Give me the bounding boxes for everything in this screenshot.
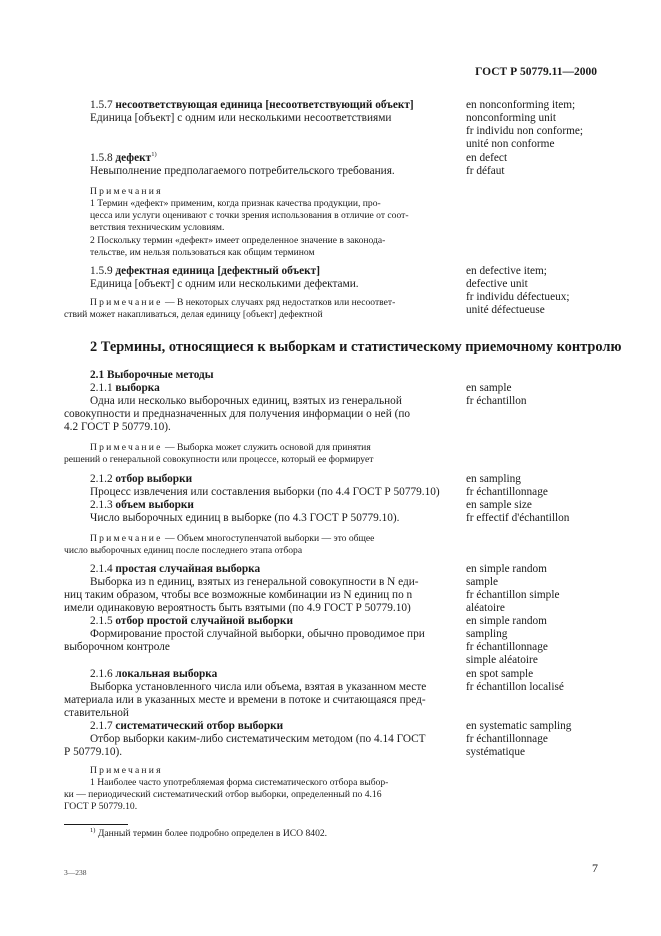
definition-line: Выборка из n единиц, взятых из генеральной совокупности в N еди- [90,576,419,588]
definition-line: 4.2 ГОСТ Р 50779.10). [64,421,171,433]
equivalent-fr: unité non conforme [466,138,555,150]
definition-line: выборочном контроле [64,641,170,653]
equivalent-en: sample [466,576,498,588]
note-line: цесса или услуги оценивают с точки зрения использования в отличие от соот- [90,210,409,221]
note-label: Примечание [90,533,163,544]
note-line: ки — периодический систематический отбор выборки, определенный по 4.16 [64,789,382,800]
equivalent-en: en simple random [466,615,547,627]
term-2-1-1 [90,382,160,395]
equivalent-en: en defect [466,152,508,164]
section-heading: 2 Термины, относящиеся к выборкам и статистическому приемочному контролю [90,339,622,355]
term-number: 2.1.7 [90,720,113,732]
note [90,297,395,309]
definition-line: ставительной [64,707,129,719]
term-name: локальная выборка [115,668,218,680]
note-line: решений о генеральной совокупности или процессе, который ее формирует [64,454,374,465]
note-line: ветствия техническим условиям. [90,222,225,233]
term-number: 2.1.1 [90,382,113,394]
term-2-1-5 [90,615,293,628]
term-number: 2.1.5 [90,615,113,627]
term-definition: Единица [объект] с одним или несколькими дефектами. [90,278,359,290]
term-number: 2.1.2 [90,473,113,485]
term-definition: Число выборочных единиц в выборке (по 4.3 ГОСТ Р 50779.10). [90,512,400,524]
definition-line: Выборка установленного числа или объема, взятая в указанном месте [90,681,427,693]
equivalent-fr: simple aléatoire [466,654,538,666]
equivalent-en: nonconforming unit [466,112,557,124]
term-name: дефектная единица [дефектный объект] [115,265,320,277]
definition-line: материала или в указанных месте и времени в потоке и считающаяся пред- [64,694,426,706]
equivalent-en: en sample size [466,499,532,511]
term-name: простая случайная выборка [115,563,261,575]
note-text: — Выборка может служить основой для принятия [164,442,371,453]
footnote-mark: 1) [90,826,96,834]
term-name: объем выборки [115,499,194,511]
definition-line: совокупности и предназначенных для получения информации о ней (по [64,408,411,420]
term-name: дефект [115,152,152,164]
equivalent-fr: aléatoire [466,602,505,614]
print-code: 3—238 [64,868,87,877]
equivalent-fr: fr défaut [466,165,505,177]
term-name: систематический отбор выборки [115,720,284,732]
term-1-5-9 [90,265,320,278]
note-line: число выборочных единиц после последнего этапа отбора [64,545,303,556]
definition-line: ниц таким образом, чтобы все возможные комбинации из N единиц по n [64,589,413,601]
note-line: ГОСТ Р 50779.10. [64,801,138,812]
note-label: Примечания [90,186,163,197]
note-line: 1 Наиболее часто употребляемая форма систематического отбора выбор- [90,777,389,788]
term-number: 1.5.8 [90,152,113,164]
definition-line: Одна или несколько выборочных единиц, взятых из генеральной [90,395,402,407]
term-number: 2.1.4 [90,563,113,575]
note [90,533,374,545]
note-line: тельстве, им нельзя пользоваться как общим термином [90,247,315,258]
footnote [90,828,327,840]
term-2-1-6 [90,668,217,681]
equivalent-fr: fr échantillonnage [466,486,548,498]
equivalent-en: en defective item; [466,265,547,277]
equivalent-fr: fr échantillon simple [466,589,560,601]
equivalent-fr: fr échantillonnage [466,641,548,653]
term-2-1-4 [90,563,260,576]
equivalent-fr: fr individu non conforme; [466,125,584,137]
subsection-heading: 2.1 Выборочные методы [90,369,214,381]
equivalent-en: defective unit [466,278,528,290]
footnote-ref: 1) [151,151,157,159]
term-name: отбор выборки [115,473,193,485]
note-line: 2 Поскольку термин «дефект» имеет определенное значение в законода- [90,235,386,246]
term-number: 1.5.7 [90,99,113,111]
term-number: 2.1.6 [90,668,113,680]
definition-line: Отбор выборки каким-либо систематическим методом (по 4.14 ГОСТ [90,733,426,745]
term-name: отбор простой случайной выборки [115,615,293,627]
document-header: ГОСТ Р 50779.11—2000 [475,66,597,78]
term-name: выборка [115,382,160,394]
note [90,442,371,454]
definition-line: Формирование простой случайной выборки, обычно проводимое при [90,628,425,640]
equivalent-fr: fr individu défectueux; [466,291,570,303]
term-2-1-7 [90,720,283,733]
equivalent-en: en simple random [466,563,547,575]
term-definition: Процесс извлечения или составления выборки (по 4.4 ГОСТ Р 50779.10) [90,486,440,498]
equivalent-fr: fr échantillon localisé [466,681,564,693]
equivalent-en: en spot sample [466,668,534,680]
note-label: Примечания [90,765,163,776]
term-number: 1.5.9 [90,265,113,277]
term-definition: Невыполнение предполагаемого потребительского требования. [90,165,395,177]
footnote-separator [64,824,128,825]
term-1-5-7 [90,99,414,112]
note-line: 1 Термин «дефект» применим, когда признак качества продукции, про- [90,198,381,209]
note-line: ствий может накапливаться, делая единицу [объект] дефектной [64,309,323,320]
equivalent-fr: fr effectif d'échantillon [466,512,570,524]
equivalent-en: en nonconforming item; [466,99,576,111]
equivalent-en: sampling [466,628,508,640]
term-number: 2.1.3 [90,499,113,511]
term-name: несоответствующая единица [несоответствующий объект] [115,99,414,111]
footnote-text: Данный термин более подробно определен в ИСО 8402. [97,828,328,839]
equivalent-en: en sampling [466,473,521,485]
term-1-5-8 [90,152,157,165]
term-2-1-3 [90,499,194,512]
note-label: Примечание [90,442,163,453]
term-definition: Единица [объект] с одним или несколькими несоответствиями [90,112,392,124]
definition-line: Р 50779.10). [64,746,123,758]
equivalent-en: en systematic sampling [466,720,572,732]
equivalent-fr: unité défectueuse [466,304,545,316]
term-2-1-2 [90,473,192,486]
equivalent-fr: systématique [466,746,525,758]
note-text: — В некоторых случаях ряд недостатков или несоответ- [164,297,396,308]
note-text: — Объем многоступенчатой выборки — это общее [164,533,375,544]
definition-line: имели одинаковую вероятность быть взятыми (по 4.9 ГОСТ Р 50779.10) [64,602,411,614]
note-label: Примечание [90,297,163,308]
equivalent-fr: fr échantillon [466,395,527,407]
page-number: 7 [592,861,598,875]
equivalent-fr: fr échantillonnage [466,733,548,745]
equivalent-en: en sample [466,382,512,394]
